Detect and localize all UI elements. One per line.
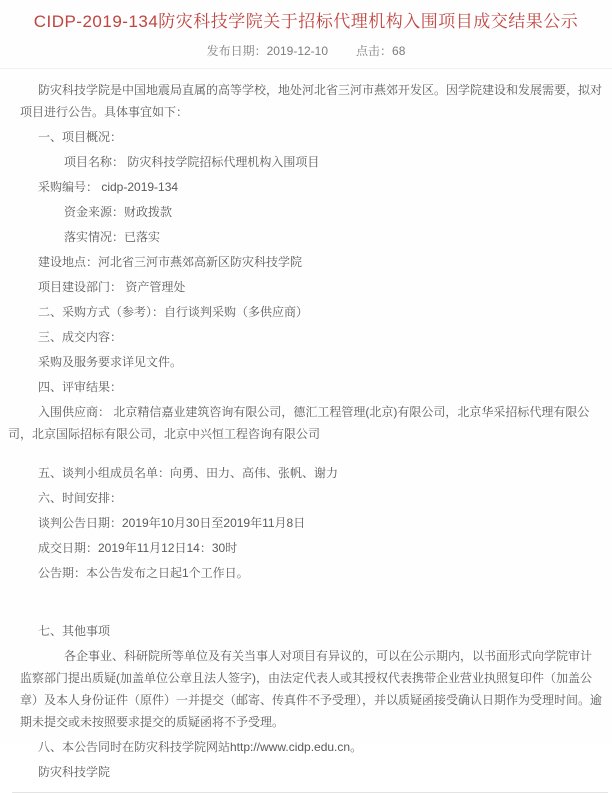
funding-source-line: 资金来源：财政拨款	[64, 205, 173, 219]
hits-label: 点击：	[356, 44, 393, 58]
section-5-heading: 五、谈判小组成员名单：向勇、田力、高伟、张帆、谢力	[38, 466, 339, 480]
construction-site-line: 建设地点：河北省三河市燕郊高新区防灾科技学院	[38, 255, 303, 269]
section-8-heading: 八、本公告同时在防灾科技学院网站http://www.cidp.edu.cn。	[38, 740, 363, 754]
section-4-heading: 四、评审结果：	[38, 380, 123, 394]
meta-row	[0, 34, 612, 69]
section-7-heading: 七、其他事项	[38, 624, 111, 638]
publish-date-label: 发布日期：	[206, 44, 267, 58]
document-body	[0, 69, 612, 783]
page-title: CIDP-2019-134防灾科技学院关于招标代理机构入围项目成交结果公示	[33, 12, 579, 31]
deal-date-line: 成交日期：2019年11月12日14：30时	[38, 541, 238, 555]
procurement-number-line: 采购编号： cidp-2019-134	[38, 180, 179, 194]
section-2-heading: 二、采购方式（参考）：自行谈判采购（多供应商）	[38, 305, 309, 319]
intro-paragraph: 防灾科技学院是中国地震局直属的高等学校，地处河北省三河市燕郊开发区。因学院建设和发展需要，拟对项目进行公告。具体事宜如下：	[20, 83, 603, 119]
announcement-period-line: 公告期：本公告发布之日起1个工作日。	[38, 566, 249, 580]
hits-value: 68	[392, 44, 406, 58]
publish-date	[207, 44, 328, 58]
section-3-heading: 三、成交内容：	[38, 330, 123, 344]
publish-date-value: 2019-12-10	[266, 44, 329, 58]
hit-count	[356, 44, 405, 58]
implementation-status-line: 落实情况：已落实	[64, 230, 161, 244]
project-department-line: 项目建设部门： 资产管理处	[38, 280, 186, 294]
section-1-heading: 一、项目概况：	[38, 130, 123, 144]
signature-line: 防灾科技学院	[38, 765, 111, 779]
service-requirements-line: 采购及服务要求详见文件。	[38, 355, 183, 369]
section-6-heading: 六、时间安排：	[38, 491, 123, 505]
objection-procedure-paragraph: 各企事业、科研院所等单位及有关当事人对项目有异议的，可以在公示期内，以书面形式向学院审计监察部门提出质疑(加盖单位公章且法人签字)，由法定代表人或其授权代表携带企业营业执照复印件（加盖公章）及本人身份证件（原件）一并提交（邮寄、传真件不予受理），并以质疑函接受确认日期作为受理时间。逾期未提交或未按照要求提交的质疑函将不予受理。	[20, 649, 603, 729]
negotiation-announcement-date-line: 谈判公告日期：2019年10月30日至2019年11月8日	[38, 516, 306, 530]
shortlisted-suppliers-line: 入围供应商： 北京精信嘉业建筑咨询有限公司，德汇工程管理(北京)有限公司，北京华采招标代理有限公司，北京国际招标有限公司，北京中兴恒工程咨询有限公司	[8, 405, 590, 441]
project-name-line: 项目名称： 防灾科技学院招标代理机构入围项目	[64, 155, 320, 169]
